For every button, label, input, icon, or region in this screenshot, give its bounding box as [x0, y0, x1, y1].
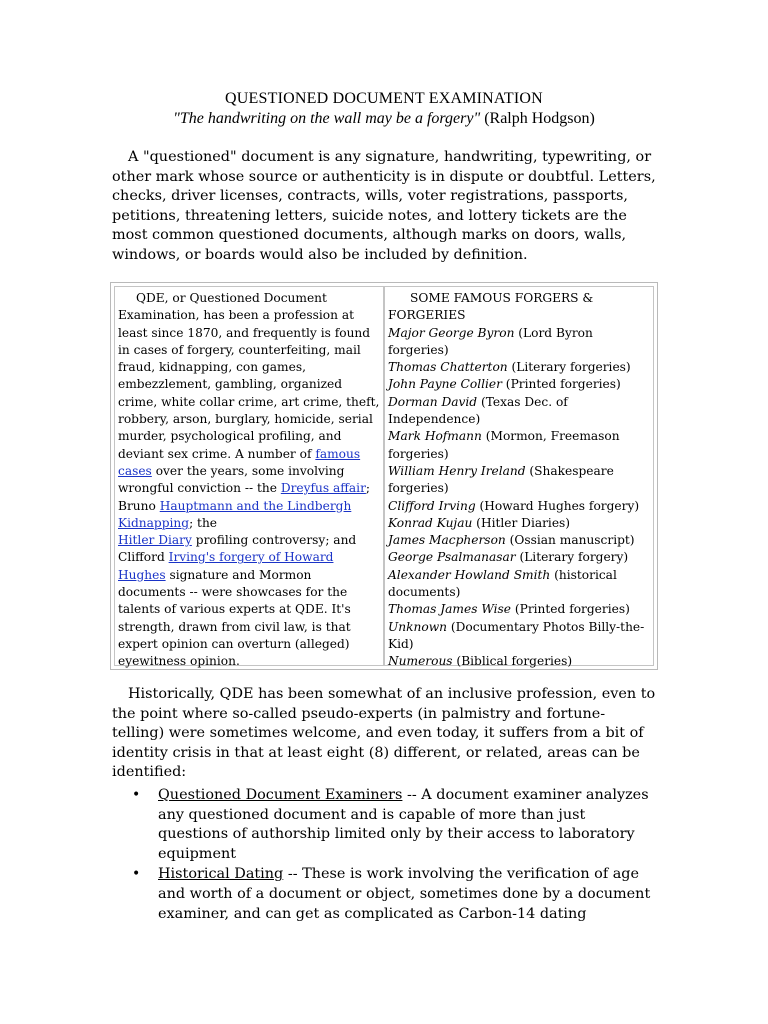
- page-subtitle: [0, 110, 768, 128]
- bullet-icon: •: [132, 787, 141, 803]
- forger-item: [388, 601, 650, 618]
- subtitle-quote: "The handwriting on the wall may be a forgery": [173, 110, 481, 127]
- forger-note: (historical documents): [388, 567, 617, 600]
- forger-item: [388, 619, 650, 654]
- forger-item: [388, 549, 650, 566]
- page-title: QUESTIONED DOCUMENT EXAMINATION: [225, 90, 543, 107]
- forger-name: William Henry Ireland: [388, 463, 526, 478]
- forger-item: [388, 498, 650, 515]
- forger-item: [388, 653, 650, 670]
- forger-name: Dorman David: [388, 394, 478, 409]
- hitler-diary-link[interactable]: Hitler Diary: [118, 533, 192, 548]
- subtitle-author: (Ralph Hodgson): [480, 110, 595, 127]
- forgers-heading: SOME FAMOUS FORGERS & FORGERIES: [388, 291, 594, 323]
- forger-note: (Literary forgeries): [507, 360, 631, 375]
- forgers-list: [388, 325, 650, 671]
- area-description: -- A document examiner analyzes any questioned document and is capable of more than just questions of authorship limited only by their access to laboratory equipment: [158, 787, 649, 862]
- dreyfus-affair-link[interactable]: Dreyfus affair: [280, 481, 366, 496]
- forger-note: (Literary forgery): [515, 550, 629, 565]
- forger-note: (Documentary Photos Billy-the-Kid): [388, 619, 645, 651]
- forger-name: Thomas James Wise: [388, 602, 511, 617]
- area-item: [112, 865, 652, 924]
- forger-item: [388, 359, 650, 376]
- forger-note: (Lord Byron forgeries): [388, 325, 593, 357]
- area-term: Historical Dating: [158, 866, 284, 883]
- forger-name: Clifford Irving: [388, 498, 476, 513]
- forger-name: Major George Byron: [388, 325, 515, 340]
- bullet-icon: •: [132, 866, 141, 883]
- forger-item: [388, 376, 650, 393]
- irving-forgery-link[interactable]: Irving's forgery of Howard Hughes: [118, 550, 334, 582]
- forger-name: Konrad Kujau: [388, 515, 473, 530]
- areas-list: [112, 786, 652, 925]
- famous-cases-link[interactable]: famous cases: [118, 446, 361, 478]
- forger-note: (Shakespeare forgeries): [388, 463, 614, 496]
- forger-item: [388, 325, 650, 360]
- forger-note: (Biblical forgeries): [452, 654, 573, 669]
- forger-note: (Ossian manuscript): [505, 533, 635, 548]
- forger-note: (Printed forgeries): [501, 377, 621, 392]
- intro-text: A "questioned" document is any signature, handwriting, typewriting, or other mark whose source or authenticity is in dispute or doubtful. Letters, checks, driver licenses, contracts, wills, voter registrations, passports, petitions, threatening letters, suicide notes, and lottery tickets are the most common questioned documents, although marks on doors, walls, windows, or boards would also be included by definition.: [112, 149, 656, 263]
- forger-item: [388, 567, 650, 602]
- forger-name: Numerous: [388, 654, 453, 669]
- forger-item: [388, 394, 650, 429]
- history-text: Historically, QDE has been somewhat of an inclusive profession, even to the point where so-called pseudo-experts (in palmistry and fortune-telling) were sometimes welcome, and even today, it suffers from a bit of identity crisis in that at least eight (8) different, or related, areas can be identified:: [112, 686, 656, 781]
- forger-name: Thomas Chatterton: [388, 360, 508, 375]
- forger-note: (Howard Hughes forgery): [475, 498, 640, 513]
- hauptmann-lindbergh-link[interactable]: Hauptmann and the Lindbergh Kidnapping: [118, 498, 352, 530]
- forger-note: (Printed forgeries): [511, 602, 630, 617]
- forger-note: (Mormon, Freemason forgeries): [388, 429, 620, 461]
- forger-name: John Payne Collier: [388, 377, 502, 392]
- area-description: -- These is work involving the verification of age and worth of a document or object, sometimes done by a document examiner, and can get as complicated as Carbon-14 dating: [158, 866, 651, 922]
- forger-name: Unknown: [388, 619, 447, 634]
- info-table: [110, 282, 658, 670]
- forger-name: Mark Hofmann: [388, 429, 482, 444]
- history-paragraph: [112, 685, 657, 783]
- intro-paragraph: [112, 148, 657, 266]
- forger-item: [388, 532, 650, 549]
- area-item: [112, 786, 652, 864]
- qde-description-cell: [114, 286, 384, 669]
- qde-description: QDE, or Questioned Document Examination, has been a profession at least since 1870, and frequently is found in cases of forgery, counterfeiting, mail fraud, kidnapping, con games, embezzlement, gambling, organized crime, white collar crime, art crime, theft, robbery, arson, burglary, homicide, serial murder, psychological profiling, and deviant sex crime. A number of famous cases over the years, some involving wrongful conviction -- the Dreyfus affair; Bruno Hauptmann and the Lindbergh Kidnapping; the Hitler Diary profiling controversy; and Clifford Irving's forgery of Howard Hughes signature and Mormon documents -- were showcases for the talents of various experts at QDE. It's strength, drawn from civil law, is that expert opinion can overturn (alleged) eyewitness opinion.: [118, 291, 380, 669]
- forger-note: (Texas Dec. of Independence): [388, 394, 568, 427]
- forger-name: James Macpherson: [388, 533, 506, 548]
- forgers-cell: [384, 286, 654, 669]
- forger-item: [388, 463, 650, 498]
- forger-name: Alexander Howland Smith: [388, 567, 551, 582]
- forger-item: [388, 428, 650, 463]
- area-term: Questioned Document Examiners: [158, 787, 403, 803]
- forger-item: [388, 515, 650, 532]
- forger-name: George Psalmanasar: [388, 550, 516, 565]
- forger-note: (Hitler Diaries): [472, 515, 571, 530]
